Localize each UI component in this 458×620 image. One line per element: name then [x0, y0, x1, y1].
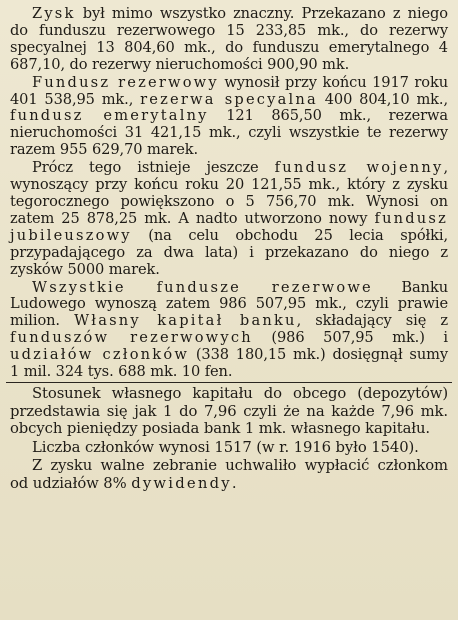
- paragraph-fundusz-wojenny: [10, 160, 448, 278]
- paragraph-liczba-czlonkow: [10, 439, 448, 457]
- text-run: Zysk: [32, 5, 76, 22]
- text-run: Prócz tego istnieje jeszcze: [32, 159, 275, 177]
- text-run: fundusz wojenny: [274, 159, 444, 177]
- text-run: (338 180,15 mk.) dosięgnął sumy 1 mil. 324 tys. 688 mk. 10 fen.: [10, 346, 449, 381]
- text-run: Liczba członków wynosi 1517 (w r. 1916 było 1540).: [32, 438, 419, 456]
- article-upper-section: [10, 6, 448, 381]
- text-run: Stosunek własnego kapitału do obcego (depozytów) przedstawia się jak 1 do 7,96 czyli że na każde 7,96 mk. obcych pieniędzy posiada bank 1 mk. własnego kapitału.: [10, 384, 448, 438]
- text-run: (na celu obchodu 25 lecia spółki, przypadającego za dwa lata) i przekazano do niego z zysków 5000 marek.: [10, 226, 448, 278]
- text-run: , składający się z: [296, 312, 448, 330]
- text-run: wynosił przy końcu 1917 roku 401 538,95 mk.,: [10, 73, 448, 108]
- article-lower-section: [10, 385, 448, 493]
- text-run: Własny kapitał banku: [74, 312, 297, 330]
- text-run: dywidendy: [131, 474, 232, 492]
- text-run: Banku Ludowego wynoszą zatem 986 507,95 mk., czyli prawie milion.: [10, 278, 448, 330]
- paragraph-wszystkie-fundusze: [10, 280, 448, 381]
- text-run: udziałów członków: [10, 346, 190, 364]
- paragraph-fundusz-rezerwowy: [10, 75, 448, 160]
- paragraph-zysk: [10, 6, 448, 74]
- text-run: 400 804,10 mk.,: [317, 90, 448, 108]
- paragraph-dywidenda: [10, 457, 448, 492]
- column-divider-rule: [6, 382, 452, 383]
- text-run: Fundusz rezerwowy: [32, 73, 219, 91]
- text-run: .: [231, 474, 237, 492]
- text-run: , wynoszący przy końcu roku 20 121,55 mk., który z zysku tegorocznego powiększono o 5 756,70 mk. Wynosi on zatem 25 878,25 mk. A nadto utworzono nowy: [10, 159, 448, 227]
- text-run: fundusz jubileuszowy: [10, 209, 448, 244]
- text-run: rezerwa specyalna: [140, 90, 318, 108]
- text-run: 121 865,50 mk., rezerwa nieruchomości 31 421,15 mk., czyli wszystkie te rezerwy razem 955 629,70 marek.: [10, 107, 448, 159]
- text-run: Z zysku walne zebranie uchwaliło wypłacić członkom od udziałów 8%: [10, 457, 448, 492]
- text-run: był mimo wszystko znaczny. Przekazano z niego do funduszu rezerwowego 15 233,85 mk., do rezerwy specyalnej 13 804,60 mk., do funduszu emerytalnego 4 687,10, do rezerwy nieruchomości 900,90 mk.: [10, 5, 448, 73]
- text-run: fundusz emerytalny: [10, 107, 209, 125]
- text-run: Wszystkie fundusze rezerwowe: [32, 278, 373, 296]
- text-run: (986 507,95 mk.) i: [252, 329, 448, 347]
- paragraph-stosunek: [10, 385, 448, 438]
- text-run: funduszów rezerwowych: [10, 329, 253, 347]
